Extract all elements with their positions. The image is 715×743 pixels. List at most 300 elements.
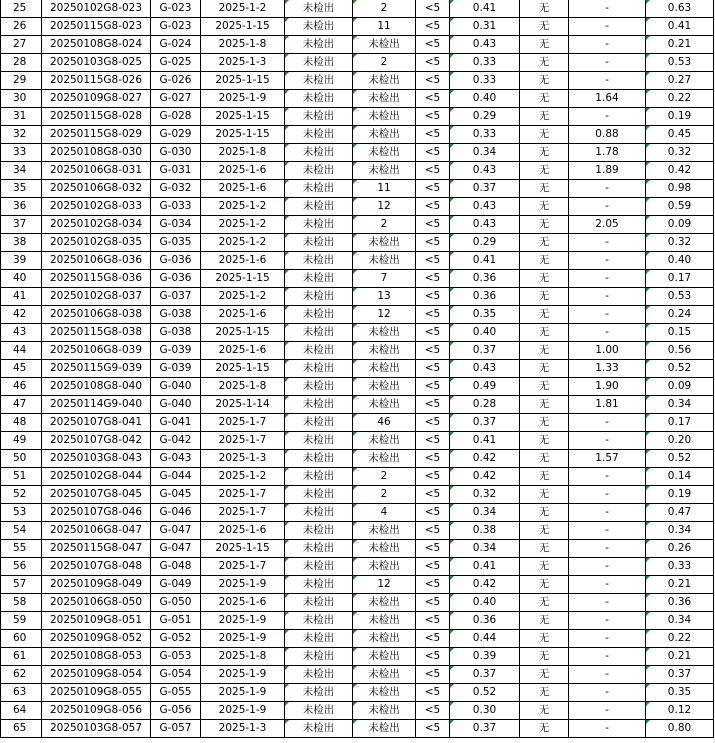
cell-row-index[interactable]: 45	[1, 360, 42, 378]
cell-value-f[interactable]: 0.21	[646, 648, 714, 666]
cell-value-c[interactable]: 0.42	[450, 450, 520, 468]
cell-value-e[interactable]: -	[569, 36, 646, 54]
cell-result-d[interactable]: 无	[520, 666, 569, 684]
cell-test-date[interactable]: 2025-1-6	[201, 162, 285, 180]
cell-result-b[interactable]: 未检出	[353, 720, 416, 738]
cell-value-c[interactable]: 0.42	[450, 576, 520, 594]
cell-value-e[interactable]: 1.78	[569, 144, 646, 162]
cell-value-c[interactable]: 0.37	[450, 414, 520, 432]
cell-row-index[interactable]: 42	[1, 306, 42, 324]
cell-result-d[interactable]: 无	[520, 18, 569, 36]
cell-limit[interactable]: <5	[416, 504, 450, 522]
cell-test-date[interactable]: 2025-1-14	[201, 396, 285, 414]
cell-value-c[interactable]: 0.39	[450, 648, 520, 666]
cell-value-e[interactable]: -	[569, 576, 646, 594]
cell-value-f[interactable]: 0.32	[646, 144, 714, 162]
cell-result-a[interactable]: 未检出	[285, 90, 353, 108]
cell-sample-id[interactable]: 20250106G8-031	[42, 162, 151, 180]
cell-result-a[interactable]: 未检出	[285, 450, 353, 468]
cell-sample-id[interactable]: 20250108G8-040	[42, 378, 151, 396]
cell-value-e[interactable]: 1.89	[569, 162, 646, 180]
cell-value-f[interactable]: 0.17	[646, 414, 714, 432]
cell-limit[interactable]: <5	[416, 342, 450, 360]
cell-row-index[interactable]: 52	[1, 486, 42, 504]
cell-value-c[interactable]: 0.37	[450, 342, 520, 360]
cell-result-b[interactable]: 4	[353, 504, 416, 522]
cell-test-date[interactable]: 2025-1-15	[201, 126, 285, 144]
cell-group-code[interactable]: G-026	[151, 72, 201, 90]
cell-value-e[interactable]: -	[569, 630, 646, 648]
cell-test-date[interactable]: 2025-1-6	[201, 306, 285, 324]
cell-value-e[interactable]: -	[569, 0, 646, 18]
cell-value-e[interactable]: -	[569, 648, 646, 666]
cell-result-a[interactable]: 未检出	[285, 648, 353, 666]
cell-value-c[interactable]: 0.31	[450, 18, 520, 36]
cell-group-code[interactable]: G-047	[151, 522, 201, 540]
cell-sample-id[interactable]: 20250115G8-028	[42, 108, 151, 126]
cell-value-c[interactable]: 0.40	[450, 90, 520, 108]
cell-test-date[interactable]: 2025-1-2	[201, 234, 285, 252]
cell-value-c[interactable]: 0.37	[450, 720, 520, 738]
cell-result-b[interactable]: 12	[353, 198, 416, 216]
cell-result-b[interactable]: 2	[353, 0, 416, 18]
cell-row-index[interactable]: 25	[1, 0, 42, 18]
cell-value-c[interactable]: 0.28	[450, 396, 520, 414]
cell-result-b[interactable]: 未检出	[353, 324, 416, 342]
cell-test-date[interactable]: 2025-1-6	[201, 180, 285, 198]
cell-row-index[interactable]: 60	[1, 630, 42, 648]
cell-limit[interactable]: <5	[416, 288, 450, 306]
cell-sample-id[interactable]: 20250107G8-045	[42, 486, 151, 504]
cell-result-b[interactable]: 2	[353, 468, 416, 486]
cell-result-b[interactable]: 未检出	[353, 522, 416, 540]
cell-result-b[interactable]: 46	[353, 414, 416, 432]
cell-row-index[interactable]: 26	[1, 18, 42, 36]
cell-limit[interactable]: <5	[416, 486, 450, 504]
cell-result-b[interactable]: 未检出	[353, 90, 416, 108]
cell-limit[interactable]: <5	[416, 468, 450, 486]
cell-result-b[interactable]: 未检出	[353, 432, 416, 450]
cell-value-e[interactable]: -	[569, 612, 646, 630]
cell-result-b[interactable]: 未检出	[353, 342, 416, 360]
cell-test-date[interactable]: 2025-1-15	[201, 72, 285, 90]
cell-value-e[interactable]: 1.81	[569, 396, 646, 414]
cell-result-b[interactable]: 未检出	[353, 450, 416, 468]
cell-result-a[interactable]: 未检出	[285, 18, 353, 36]
cell-result-d[interactable]: 无	[520, 108, 569, 126]
cell-result-b[interactable]: 未检出	[353, 72, 416, 90]
cell-result-d[interactable]: 无	[520, 90, 569, 108]
cell-result-b[interactable]: 未检出	[353, 162, 416, 180]
cell-value-e[interactable]: -	[569, 108, 646, 126]
cell-test-date[interactable]: 2025-1-7	[201, 486, 285, 504]
cell-result-d[interactable]: 无	[520, 396, 569, 414]
cell-row-index[interactable]: 48	[1, 414, 42, 432]
cell-value-f[interactable]: 0.15	[646, 324, 714, 342]
cell-value-f[interactable]: 0.33	[646, 558, 714, 576]
cell-value-c[interactable]: 0.37	[450, 180, 520, 198]
cell-value-c[interactable]: 0.52	[450, 684, 520, 702]
cell-result-a[interactable]: 未检出	[285, 324, 353, 342]
cell-test-date[interactable]: 2025-1-15	[201, 360, 285, 378]
cell-value-f[interactable]: 0.52	[646, 360, 714, 378]
cell-result-a[interactable]: 未检出	[285, 108, 353, 126]
cell-value-e[interactable]: -	[569, 486, 646, 504]
cell-row-index[interactable]: 46	[1, 378, 42, 396]
cell-value-e[interactable]: -	[569, 522, 646, 540]
cell-result-b[interactable]: 13	[353, 288, 416, 306]
cell-result-d[interactable]: 无	[520, 630, 569, 648]
cell-group-code[interactable]: G-034	[151, 216, 201, 234]
cell-result-d[interactable]: 无	[520, 684, 569, 702]
cell-limit[interactable]: <5	[416, 306, 450, 324]
cell-result-b[interactable]: 未检出	[353, 666, 416, 684]
cell-limit[interactable]: <5	[416, 450, 450, 468]
cell-result-d[interactable]: 无	[520, 234, 569, 252]
cell-result-a[interactable]: 未检出	[285, 702, 353, 720]
cell-value-e[interactable]: -	[569, 504, 646, 522]
cell-group-code[interactable]: G-035	[151, 234, 201, 252]
cell-result-a[interactable]: 未检出	[285, 126, 353, 144]
cell-limit[interactable]: <5	[416, 0, 450, 18]
cell-result-d[interactable]: 无	[520, 126, 569, 144]
cell-value-e[interactable]: -	[569, 432, 646, 450]
cell-test-date[interactable]: 2025-1-15	[201, 324, 285, 342]
cell-result-d[interactable]: 无	[520, 162, 569, 180]
cell-sample-id[interactable]: 20250102G8-037	[42, 288, 151, 306]
cell-result-d[interactable]: 无	[520, 324, 569, 342]
cell-row-index[interactable]: 58	[1, 594, 42, 612]
cell-value-c[interactable]: 0.41	[450, 0, 520, 18]
cell-value-f[interactable]: 0.41	[646, 18, 714, 36]
cell-group-code[interactable]: G-027	[151, 90, 201, 108]
cell-test-date[interactable]: 2025-1-7	[201, 432, 285, 450]
cell-limit[interactable]: <5	[416, 594, 450, 612]
cell-sample-id[interactable]: 20250109G8-049	[42, 576, 151, 594]
cell-value-f[interactable]: 0.59	[646, 198, 714, 216]
cell-value-f[interactable]: 0.45	[646, 126, 714, 144]
cell-result-b[interactable]: 未检出	[353, 378, 416, 396]
cell-result-a[interactable]: 未检出	[285, 504, 353, 522]
cell-result-a[interactable]: 未检出	[285, 54, 353, 72]
cell-group-code[interactable]: G-036	[151, 252, 201, 270]
cell-limit[interactable]: <5	[416, 720, 450, 738]
cell-result-d[interactable]: 无	[520, 486, 569, 504]
cell-result-d[interactable]: 无	[520, 522, 569, 540]
cell-value-f[interactable]: 0.40	[646, 252, 714, 270]
cell-value-e[interactable]: -	[569, 540, 646, 558]
cell-result-b[interactable]: 未检出	[353, 558, 416, 576]
cell-limit[interactable]: <5	[416, 522, 450, 540]
cell-value-e[interactable]: -	[569, 306, 646, 324]
cell-result-d[interactable]: 无	[520, 0, 569, 18]
cell-result-a[interactable]: 未检出	[285, 720, 353, 738]
cell-group-code[interactable]: G-042	[151, 432, 201, 450]
cell-result-b[interactable]: 未检出	[353, 594, 416, 612]
cell-limit[interactable]: <5	[416, 270, 450, 288]
cell-row-index[interactable]: 57	[1, 576, 42, 594]
cell-value-c[interactable]: 0.33	[450, 126, 520, 144]
cell-sample-id[interactable]: 20250106G8-036	[42, 252, 151, 270]
cell-row-index[interactable]: 40	[1, 270, 42, 288]
cell-value-c[interactable]: 0.43	[450, 198, 520, 216]
cell-result-a[interactable]: 未检出	[285, 594, 353, 612]
cell-result-a[interactable]: 未检出	[285, 270, 353, 288]
cell-sample-id[interactable]: 20250107G8-046	[42, 504, 151, 522]
cell-value-c[interactable]: 0.38	[450, 522, 520, 540]
cell-row-index[interactable]: 36	[1, 198, 42, 216]
cell-limit[interactable]: <5	[416, 252, 450, 270]
cell-result-d[interactable]: 无	[520, 36, 569, 54]
cell-result-b[interactable]: 未检出	[353, 108, 416, 126]
cell-limit[interactable]: <5	[416, 360, 450, 378]
cell-row-index[interactable]: 27	[1, 36, 42, 54]
cell-sample-id[interactable]: 20250108G8-053	[42, 648, 151, 666]
cell-result-d[interactable]: 无	[520, 288, 569, 306]
cell-group-code[interactable]: G-032	[151, 180, 201, 198]
cell-group-code[interactable]: G-037	[151, 288, 201, 306]
cell-test-date[interactable]: 2025-1-6	[201, 594, 285, 612]
cell-result-d[interactable]: 无	[520, 252, 569, 270]
cell-sample-id[interactable]: 20250106G8-039	[42, 342, 151, 360]
cell-result-d[interactable]: 无	[520, 612, 569, 630]
cell-row-index[interactable]: 54	[1, 522, 42, 540]
cell-value-e[interactable]: -	[569, 198, 646, 216]
cell-row-index[interactable]: 59	[1, 612, 42, 630]
cell-row-index[interactable]: 34	[1, 162, 42, 180]
cell-result-a[interactable]: 未检出	[285, 522, 353, 540]
cell-value-f[interactable]: 0.63	[646, 0, 714, 18]
cell-row-index[interactable]: 56	[1, 558, 42, 576]
cell-test-date[interactable]: 2025-1-3	[201, 54, 285, 72]
cell-sample-id[interactable]: 20250115G8-038	[42, 324, 151, 342]
cell-group-code[interactable]: G-038	[151, 306, 201, 324]
cell-group-code[interactable]: G-025	[151, 54, 201, 72]
cell-limit[interactable]: <5	[416, 612, 450, 630]
cell-test-date[interactable]: 2025-1-7	[201, 558, 285, 576]
cell-result-b[interactable]: 未检出	[353, 648, 416, 666]
cell-limit[interactable]: <5	[416, 684, 450, 702]
cell-test-date[interactable]: 2025-1-7	[201, 414, 285, 432]
cell-value-f[interactable]: 0.20	[646, 432, 714, 450]
cell-sample-id[interactable]: 20250107G8-048	[42, 558, 151, 576]
cell-test-date[interactable]: 2025-1-3	[201, 450, 285, 468]
cell-limit[interactable]: <5	[416, 558, 450, 576]
cell-group-code[interactable]: G-038	[151, 324, 201, 342]
cell-group-code[interactable]: G-033	[151, 198, 201, 216]
cell-test-date[interactable]: 2025-1-9	[201, 612, 285, 630]
cell-group-code[interactable]: G-043	[151, 450, 201, 468]
cell-value-e[interactable]: -	[569, 720, 646, 738]
cell-group-code[interactable]: G-056	[151, 702, 201, 720]
cell-value-f[interactable]: 0.09	[646, 378, 714, 396]
cell-value-e[interactable]: -	[569, 468, 646, 486]
cell-value-f[interactable]: 0.21	[646, 576, 714, 594]
cell-result-b[interactable]: 2	[353, 54, 416, 72]
cell-value-f[interactable]: 0.22	[646, 630, 714, 648]
cell-result-a[interactable]: 未检出	[285, 468, 353, 486]
cell-group-code[interactable]: G-057	[151, 720, 201, 738]
cell-value-f[interactable]: 0.14	[646, 468, 714, 486]
cell-result-d[interactable]: 无	[520, 432, 569, 450]
cell-sample-id[interactable]: 20250102G8-023	[42, 0, 151, 18]
cell-result-a[interactable]: 未检出	[285, 342, 353, 360]
cell-result-a[interactable]: 未检出	[285, 162, 353, 180]
cell-test-date[interactable]: 2025-1-15	[201, 18, 285, 36]
cell-result-a[interactable]: 未检出	[285, 558, 353, 576]
cell-value-e[interactable]: -	[569, 180, 646, 198]
cell-value-e[interactable]: -	[569, 270, 646, 288]
cell-test-date[interactable]: 2025-1-9	[201, 684, 285, 702]
cell-limit[interactable]: <5	[416, 216, 450, 234]
cell-value-e[interactable]: -	[569, 288, 646, 306]
cell-result-a[interactable]: 未检出	[285, 684, 353, 702]
cell-result-d[interactable]: 无	[520, 576, 569, 594]
cell-value-c[interactable]: 0.44	[450, 630, 520, 648]
cell-result-a[interactable]: 未检出	[285, 306, 353, 324]
cell-value-f[interactable]: 0.56	[646, 342, 714, 360]
cell-test-date[interactable]: 2025-1-8	[201, 648, 285, 666]
cell-sample-id[interactable]: 20250103G8-043	[42, 450, 151, 468]
cell-group-code[interactable]: G-031	[151, 162, 201, 180]
cell-limit[interactable]: <5	[416, 378, 450, 396]
cell-value-f[interactable]: 0.42	[646, 162, 714, 180]
cell-row-index[interactable]: 43	[1, 324, 42, 342]
cell-result-a[interactable]: 未检出	[285, 198, 353, 216]
cell-result-d[interactable]: 无	[520, 378, 569, 396]
cell-value-f[interactable]: 0.34	[646, 612, 714, 630]
cell-test-date[interactable]: 2025-1-6	[201, 342, 285, 360]
cell-result-a[interactable]: 未检出	[285, 576, 353, 594]
cell-sample-id[interactable]: 20250109G8-027	[42, 90, 151, 108]
cell-limit[interactable]: <5	[416, 36, 450, 54]
cell-group-code[interactable]: G-053	[151, 648, 201, 666]
cell-result-a[interactable]: 未检出	[285, 540, 353, 558]
cell-result-b[interactable]: 未检出	[353, 540, 416, 558]
cell-value-e[interactable]: 1.57	[569, 450, 646, 468]
cell-value-f[interactable]: 0.26	[646, 540, 714, 558]
cell-value-c[interactable]: 0.43	[450, 36, 520, 54]
cell-value-c[interactable]: 0.43	[450, 162, 520, 180]
cell-group-code[interactable]: G-036	[151, 270, 201, 288]
cell-group-code[interactable]: G-047	[151, 540, 201, 558]
cell-sample-id[interactable]: 20250114G9-040	[42, 396, 151, 414]
cell-value-c[interactable]: 0.30	[450, 702, 520, 720]
cell-value-f[interactable]: 0.53	[646, 288, 714, 306]
cell-sample-id[interactable]: 20250106G8-038	[42, 306, 151, 324]
cell-limit[interactable]: <5	[416, 702, 450, 720]
cell-sample-id[interactable]: 20250108G8-030	[42, 144, 151, 162]
cell-row-index[interactable]: 50	[1, 450, 42, 468]
cell-row-index[interactable]: 65	[1, 720, 42, 738]
cell-value-c[interactable]: 0.40	[450, 324, 520, 342]
cell-value-c[interactable]: 0.34	[450, 144, 520, 162]
cell-row-index[interactable]: 63	[1, 684, 42, 702]
cell-value-f[interactable]: 0.24	[646, 306, 714, 324]
cell-test-date[interactable]: 2025-1-6	[201, 522, 285, 540]
cell-value-c[interactable]: 0.37	[450, 666, 520, 684]
cell-result-d[interactable]: 无	[520, 270, 569, 288]
cell-limit[interactable]: <5	[416, 18, 450, 36]
cell-test-date[interactable]: 2025-1-9	[201, 576, 285, 594]
cell-limit[interactable]: <5	[416, 630, 450, 648]
cell-result-a[interactable]: 未检出	[285, 72, 353, 90]
cell-result-a[interactable]: 未检出	[285, 180, 353, 198]
cell-sample-id[interactable]: 20250115G8-047	[42, 540, 151, 558]
cell-test-date[interactable]: 2025-1-2	[201, 0, 285, 18]
cell-result-a[interactable]: 未检出	[285, 378, 353, 396]
cell-result-b[interactable]: 未检出	[353, 144, 416, 162]
cell-result-d[interactable]: 无	[520, 558, 569, 576]
cell-row-index[interactable]: 32	[1, 126, 42, 144]
cell-value-e[interactable]: -	[569, 594, 646, 612]
cell-group-code[interactable]: G-049	[151, 576, 201, 594]
cell-sample-id[interactable]: 20250106G8-032	[42, 180, 151, 198]
cell-limit[interactable]: <5	[416, 540, 450, 558]
cell-limit[interactable]: <5	[416, 126, 450, 144]
cell-sample-id[interactable]: 20250109G8-054	[42, 666, 151, 684]
cell-limit[interactable]: <5	[416, 234, 450, 252]
cell-sample-id[interactable]: 20250115G8-023	[42, 18, 151, 36]
cell-result-a[interactable]: 未检出	[285, 144, 353, 162]
cell-row-index[interactable]: 55	[1, 540, 42, 558]
cell-limit[interactable]: <5	[416, 144, 450, 162]
cell-sample-id[interactable]: 20250102G8-044	[42, 468, 151, 486]
cell-limit[interactable]: <5	[416, 54, 450, 72]
cell-value-c[interactable]: 0.33	[450, 54, 520, 72]
cell-row-index[interactable]: 28	[1, 54, 42, 72]
cell-limit[interactable]: <5	[416, 396, 450, 414]
cell-result-d[interactable]: 无	[520, 414, 569, 432]
cell-value-f[interactable]: 0.35	[646, 684, 714, 702]
cell-value-c[interactable]: 0.43	[450, 360, 520, 378]
cell-group-code[interactable]: G-046	[151, 504, 201, 522]
cell-test-date[interactable]: 2025-1-2	[201, 198, 285, 216]
cell-result-d[interactable]: 无	[520, 306, 569, 324]
cell-row-index[interactable]: 64	[1, 702, 42, 720]
cell-sample-id[interactable]: 20250106G8-047	[42, 522, 151, 540]
cell-result-b[interactable]: 未检出	[353, 126, 416, 144]
cell-value-c[interactable]: 0.35	[450, 306, 520, 324]
cell-value-f[interactable]: 0.21	[646, 36, 714, 54]
cell-limit[interactable]: <5	[416, 108, 450, 126]
cell-sample-id[interactable]: 20250107G8-041	[42, 414, 151, 432]
cell-result-b[interactable]: 2	[353, 216, 416, 234]
cell-value-c[interactable]: 0.36	[450, 288, 520, 306]
cell-group-code[interactable]: G-045	[151, 486, 201, 504]
cell-result-d[interactable]: 无	[520, 450, 569, 468]
cell-value-f[interactable]: 0.27	[646, 72, 714, 90]
cell-test-date[interactable]: 2025-1-15	[201, 540, 285, 558]
cell-result-d[interactable]: 无	[520, 198, 569, 216]
cell-result-d[interactable]: 无	[520, 648, 569, 666]
cell-group-code[interactable]: G-024	[151, 36, 201, 54]
cell-result-a[interactable]: 未检出	[285, 414, 353, 432]
cell-limit[interactable]: <5	[416, 90, 450, 108]
cell-value-f[interactable]: 0.52	[646, 450, 714, 468]
cell-sample-id[interactable]: 20250109G8-051	[42, 612, 151, 630]
cell-result-a[interactable]: 未检出	[285, 288, 353, 306]
cell-limit[interactable]: <5	[416, 666, 450, 684]
cell-result-d[interactable]: 无	[520, 144, 569, 162]
cell-result-a[interactable]: 未检出	[285, 396, 353, 414]
cell-limit[interactable]: <5	[416, 414, 450, 432]
cell-sample-id[interactable]: 20250102G8-033	[42, 198, 151, 216]
cell-group-code[interactable]: G-023	[151, 18, 201, 36]
cell-value-e[interactable]: -	[569, 252, 646, 270]
cell-value-f[interactable]: 0.19	[646, 108, 714, 126]
cell-value-f[interactable]: 0.22	[646, 90, 714, 108]
